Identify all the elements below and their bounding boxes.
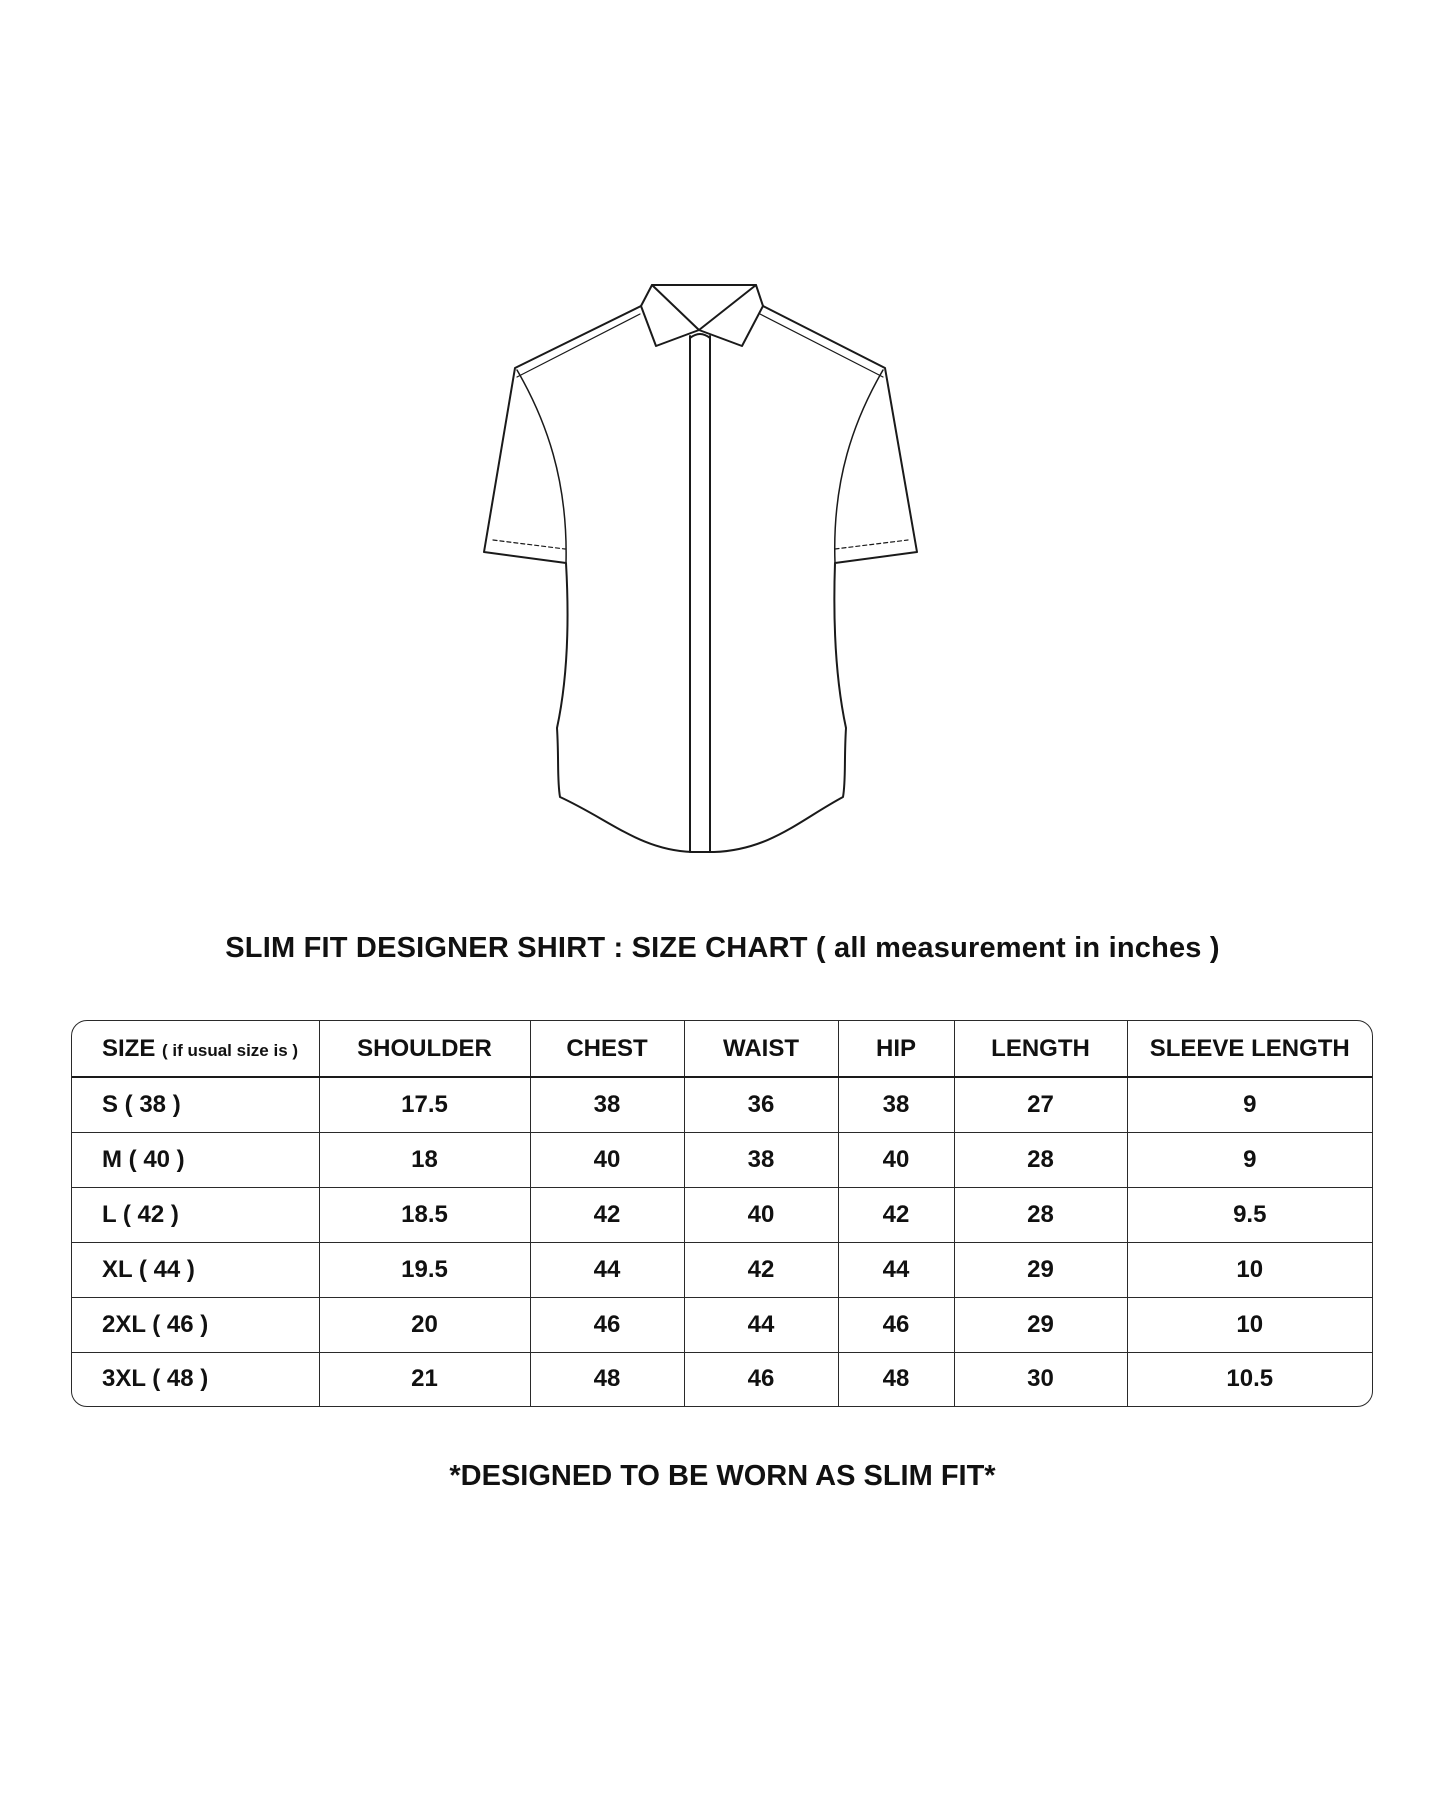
cell-shoulder: 17.5 xyxy=(319,1077,530,1133)
header-sleeve-length: SLEEVE LENGTH xyxy=(1127,1021,1372,1077)
short-sleeve-shirt-icon xyxy=(480,280,920,860)
table-header-row xyxy=(72,1021,1372,1077)
cell-hip: 42 xyxy=(838,1188,954,1243)
header-waist: WAIST xyxy=(684,1021,838,1077)
cell-waist: 40 xyxy=(684,1188,838,1243)
cell-length: 30 xyxy=(954,1352,1127,1406)
slim-fit-note: *DESIGNED TO BE WORN AS SLIM FIT* xyxy=(449,1460,996,1492)
cell-hip: 44 xyxy=(838,1242,954,1297)
cell-shoulder: 19.5 xyxy=(319,1242,530,1297)
cell-waist: 36 xyxy=(684,1077,838,1133)
table-row xyxy=(72,1077,1372,1133)
cell-sleeve-length: 9.5 xyxy=(1127,1188,1372,1243)
cell-length: 27 xyxy=(954,1077,1127,1133)
cell-hip: 38 xyxy=(838,1077,954,1133)
cell-sleeve-length: 10 xyxy=(1127,1297,1372,1352)
cell-size: 2XL ( 46 ) xyxy=(72,1297,319,1352)
header-size-hint: ( if usual size is ) xyxy=(162,1040,299,1060)
cell-waist: 38 xyxy=(684,1133,838,1188)
cell-shoulder: 18 xyxy=(319,1133,530,1188)
cell-chest: 38 xyxy=(530,1077,684,1133)
cell-waist: 46 xyxy=(684,1352,838,1406)
cell-hip: 40 xyxy=(838,1133,954,1188)
cell-sleeve-length: 9 xyxy=(1127,1077,1372,1133)
header-hip: HIP xyxy=(838,1021,954,1077)
cell-size: L ( 42 ) xyxy=(72,1188,319,1243)
header-chest: CHEST xyxy=(530,1021,684,1077)
cell-waist: 44 xyxy=(684,1297,838,1352)
cell-length: 29 xyxy=(954,1242,1127,1297)
header-size: SIZE ( if usual size is ) xyxy=(72,1021,319,1077)
header-shoulder: SHOULDER xyxy=(319,1021,530,1077)
table-row xyxy=(72,1352,1372,1406)
page-title: SLIM FIT DESIGNER SHIRT : SIZE CHART ( all measurement in inches ) xyxy=(225,932,1220,964)
header-length: LENGTH xyxy=(954,1021,1127,1077)
cell-shoulder: 18.5 xyxy=(319,1188,530,1243)
cell-chest: 44 xyxy=(530,1242,684,1297)
cell-shoulder: 20 xyxy=(319,1297,530,1352)
cell-hip: 48 xyxy=(838,1352,954,1406)
cell-size: XL ( 44 ) xyxy=(72,1242,319,1297)
cell-size: M ( 40 ) xyxy=(72,1133,319,1188)
cell-chest: 48 xyxy=(530,1352,684,1406)
cell-chest: 42 xyxy=(530,1188,684,1243)
table-row xyxy=(72,1133,1372,1188)
cell-length: 28 xyxy=(954,1188,1127,1243)
table-row xyxy=(72,1242,1372,1297)
cell-chest: 46 xyxy=(530,1297,684,1352)
cell-length: 28 xyxy=(954,1133,1127,1188)
cell-size: S ( 38 ) xyxy=(72,1077,319,1133)
table-row xyxy=(72,1188,1372,1243)
cell-chest: 40 xyxy=(530,1133,684,1188)
table-row xyxy=(72,1297,1372,1352)
cell-waist: 42 xyxy=(684,1242,838,1297)
cell-sleeve-length: 10.5 xyxy=(1226,1365,1274,1393)
cell-shoulder: 21 xyxy=(319,1352,530,1406)
cell-sleeve-length: 9 xyxy=(1127,1133,1372,1188)
cell-hip: 46 xyxy=(838,1297,954,1352)
cell-size: 3XL ( 48 ) xyxy=(72,1352,319,1406)
cell-sleeve-length: 10 xyxy=(1127,1242,1372,1297)
cell-length: 29 xyxy=(954,1297,1127,1352)
size-chart-table xyxy=(71,1020,1373,1407)
